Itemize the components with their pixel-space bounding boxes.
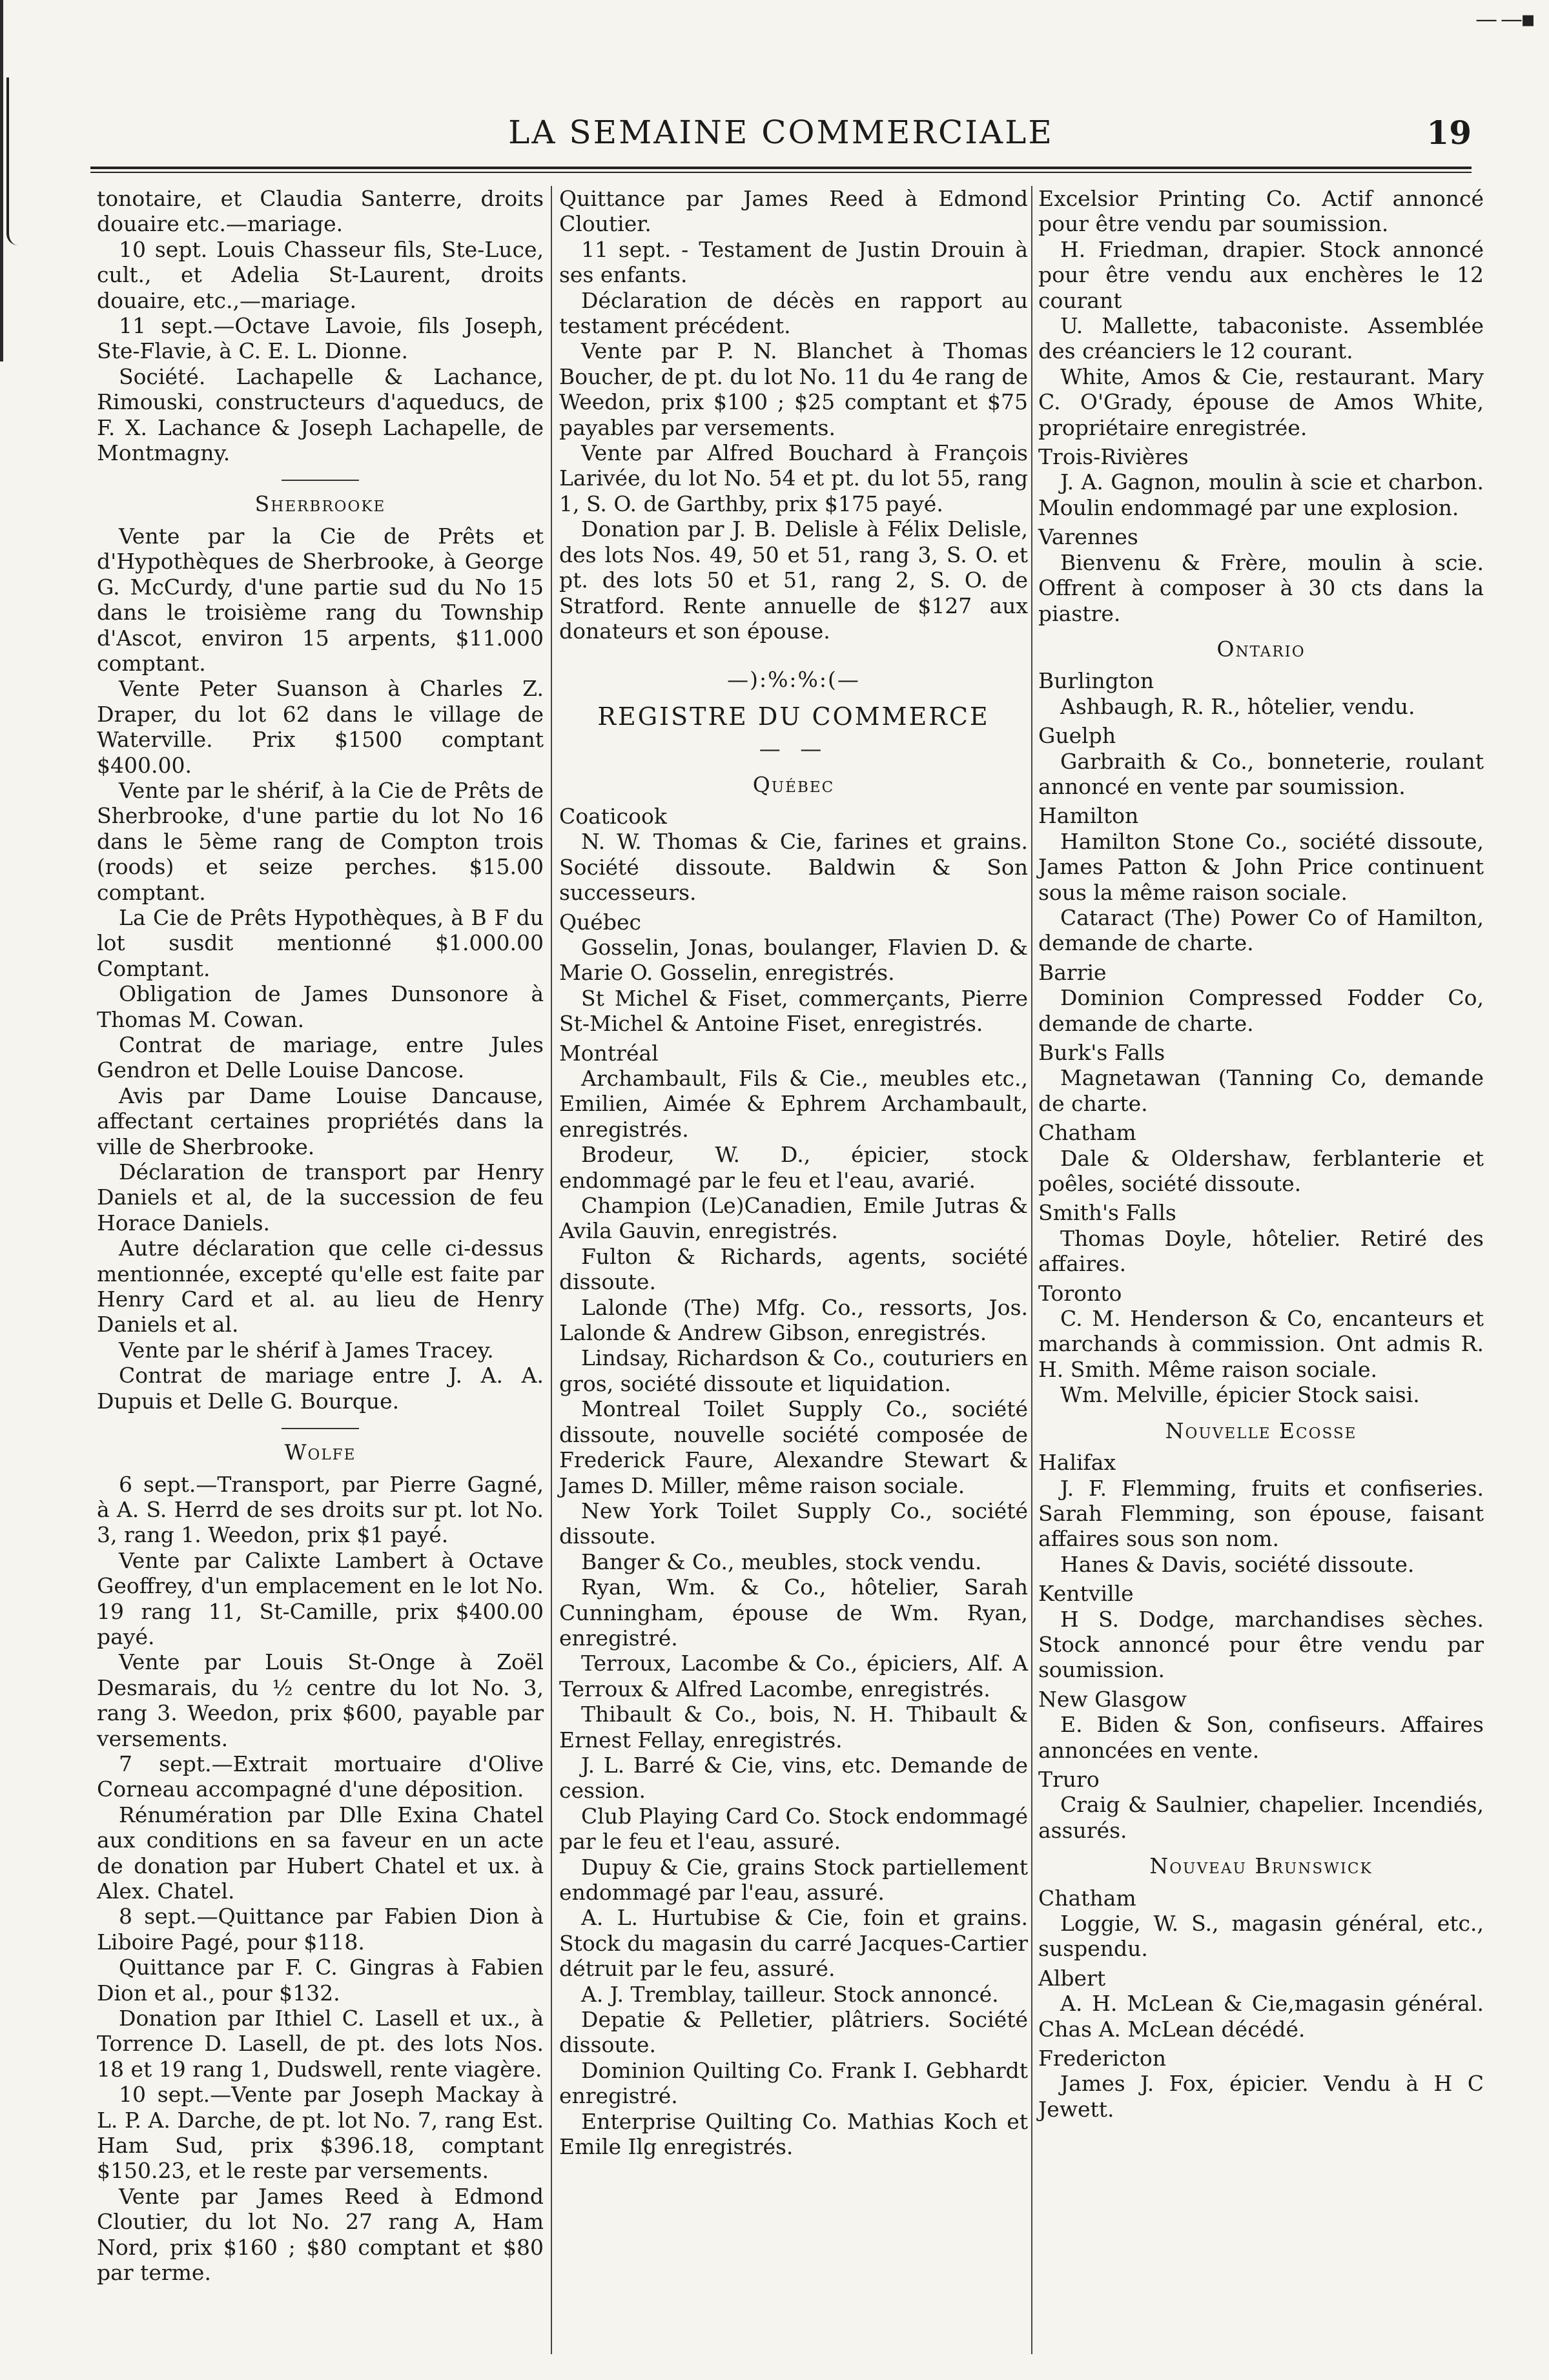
paragraph: Autre déclaration que celle ci-dessus mentionnée, excepté qu'elle est faite par Henry Card et al. au lieu de Henry Daniels et al. [97,1236,544,1337]
register-entry: C. M. Henderson & Co, encanteurs et marchands à commission. Ont admis R. H. Smith. Même raison sociale. [1038,1306,1484,1382]
section-heading: Nouveau Brunswick [1149,1853,1373,1879]
section-heading: Sherbrooke [254,491,386,517]
register-entry: Garbraith & Co., bonneterie, roulant annoncé en vente par soumission. [1038,748,1484,799]
register-entry: Archambault, Fils & Cie., meubles etc., Emilien, Aimée & Ephrem Archambault, enregistrés. [559,1066,1028,1142]
register-entries [1038,1450,1484,1843]
paragraph: Vente par Louis St-Onge à Zoël Desmarais, du ½ centre du lot No. 3, rang 3. Weedon, prix $600, payable par versements. [97,1649,544,1751]
paragraph: 7 sept.—Extrait mortuaire d'Olive Corneau accompagné d'une déposition. [97,1751,544,1802]
paragraph: Excelsior Printing Co. Actif annoncé pour être vendu par soumission. [1038,186,1484,237]
register-entry: Ryan, Wm. & Co., hôtelier, Sarah Cunningham, épouse de Wm. Ryan, enregistré. [559,1574,1028,1651]
register-entry: Gosselin, Jonas, boulanger, Flavien D. & Marie O. Gosselin, enregistrés. [559,934,1028,986]
paragraph: Vente Peter Suanson à Charles Z. Draper, du lot 62 dans le village de Waterville. Prix $1500 comptant $400.00. [97,676,544,778]
place-name: Québec [559,909,641,935]
register-entry: Club Playing Card Co. Stock endommagé par le feu et l'eau, assuré. [559,1803,1028,1855]
register-entry: Dominion Quilting Co. Frank I. Gebhardt enregistré. [559,2057,1028,2109]
register-entries [1038,1886,1484,2122]
register-entry: New York Toilet Supply Co., société dissoute. [559,1498,1028,1549]
paragraph: 6 sept.—Transport, par Pierre Gagné, à A. S. Herrd de ses droits sur pt. lot No. 3, rang 1. Weedon, prix $1 payé. [97,1471,544,1548]
register-entry: Enterprise Quilting Co. Mathias Koch et Emile Ilg enregistrés. [559,2108,1028,2160]
column-divider [551,186,552,2354]
register-entry: Ashbaugh, R. R., hôtelier, vendu. [1060,693,1415,719]
paragraph: White, Amos & Cie, restaurant. Mary C. O'Grady, épouse de Amos White, propriétaire enregistrée. [1038,363,1484,440]
place-name: Fredericton [1038,2046,1167,2071]
paragraph: H. Friedman, drapier. Stock annoncé pour être vendu aux enchères le 12 courant [1038,236,1484,313]
register-entry: Hanes & Davis, société dissoute. [1060,1551,1415,1577]
paragraph: Vente par Calixte Lambert à Octave Geoffrey, d'un emplacement en le lot No. 19 rang 11, St-Camille, prix $400.00 payé. [97,1547,544,1649]
paragraph: Vente par le shérif, à la Cie de Prêts de Sherbrooke, d'une partie du lot No 16 dans le 5ème rang de Compton trois (roods) et seize perches. $15.00 comptant. [97,777,544,905]
place-name: Chatham [1038,1120,1136,1146]
register-entry: H S. Dodge, marchandises sèches. Stock annoncé pour être vendu par soumission. [1038,1606,1484,1683]
section-heading: Wolfe [284,1439,356,1465]
register-entries [559,804,1028,2160]
register-entry: Brodeur, W. D., épicier, stock endommagé par le feu et l'eau, avarié. [559,1142,1028,1193]
section-rule [282,480,359,481]
place-name: Kentville [1038,1581,1134,1607]
paragraph: Obligation de James Dunsonore à Thomas M. Cowan. [97,981,544,1032]
paragraph: 8 sept.—Quittance par Fabien Dion à Liboire Pagé, pour $118. [97,1904,544,1955]
register-entry: Craig & Saulnier, chapelier. Incendiés, assurés. [1038,1792,1484,1843]
paragraph: Avis par Dame Louise Dancause, affectant certaines propriétés dans la ville de Sherbrooke. [97,1083,544,1159]
place-name: Barrie [1038,959,1107,985]
column-divider [1031,186,1032,2354]
place-name: Toronto [1038,1280,1122,1306]
register-entry: E. Biden & Son, confiseurs. Affaires annoncées en vente. [1038,1712,1484,1763]
paragraph: La Cie de Prêts Hypothèques, à B F du lot susdit mentionné $1.000.00 Comptant. [97,904,544,981]
register-entry: Lalonde (The) Mfg. Co., ressorts, Jos. Lalonde & Andrew Gibson, enregistrés. [559,1294,1028,1346]
place-name: Varennes [1038,524,1138,550]
place-name: Burlington [1038,668,1154,694]
register-entry: Loggie, W. S., magasin général, etc., suspendu. [1038,1911,1484,1962]
paragraph: Déclaration de décès en rapport au testament précédent. [559,287,1028,339]
register-entry: Fulton & Richards, agents, société dissoute. [559,1243,1028,1295]
register-entry: Cataract (The) Power Co of Hamilton, demande de charte. [1038,904,1484,956]
register-entry: A. J. Tremblay, tailleur. Stock annoncé. [581,1981,999,2007]
place-name: Truro [1038,1766,1100,1792]
section-heading: Québec [752,771,835,797]
column-left [97,186,544,2286]
corner-scan-mark: — —▪ [1475,6,1534,32]
register-heading: REGISTRE DU COMMERCE [597,702,990,731]
section-rule [282,1428,359,1429]
section-heading: Nouvelle Ecosse [1165,1418,1357,1443]
paragraph: Vente par James Reed à Edmond Cloutier, du lot No. 27 rang A, Ham Nord, prix $160 ; $80 comptant et $80 par terme. [97,2183,544,2286]
register-entry: J. A. Gagnon, moulin à scie et charbon. Moulin endommagé par une explosion. [1038,469,1484,520]
register-entry: Terroux, Lacombe & Co., épiciers, Alf. A Terroux & Alfred Lacombe, enregistrés. [559,1651,1028,1702]
place-name: New Glasgow [1038,1686,1187,1712]
place-name: Hamilton [1038,803,1139,829]
place-name: Smith's Falls [1038,1200,1176,1226]
place-name: Montréal [559,1040,659,1066]
paragraph: Quittance par F. C. Gingras à Fabien Dion et al., pour $132. [97,1955,544,2006]
paragraph: U. Mallette, tabaconiste. Assemblée des créanciers le 12 courant. [1038,313,1484,364]
column-middle [559,186,1028,2159]
paragraph: 11 sept.—Octave Lavoie, fils Joseph, Ste-Flavie, à C. E. L. Dionne. [97,313,544,364]
paragraph: Donation par Ithiel C. Lasell et ux., à Torrence D. Lasell, de pt. des lots Nos. 18 et 19 rang 1, Dudswell, rente viagère. [97,2006,544,2082]
header-rule [90,167,1472,169]
register-entry: Thibault & Co., bois, N. H. Thibault & Ernest Fellay, enregistrés. [559,1702,1028,1753]
register-entry: Wm. Melville, épicier Stock saisi. [1060,1382,1420,1408]
register-entries [1038,668,1484,1407]
paragraph: 11 sept. - Testament de Justin Drouin à ses enfants. [559,236,1028,288]
register-entry: Dominion Compressed Fodder Co, demande de charte. [1038,985,1484,1036]
paragraph: tonotaire, et Claudia Santerre, droits douaire etc.—mariage. [97,186,544,237]
register-entry: St Michel & Fiset, commerçants, Pierre St-Michel & Antoine Fiset, enregistrés. [559,985,1028,1037]
register-entry: Magnetawan (Tanning Co, demande de charte. [1038,1065,1484,1116]
place-name: Guelph [1038,723,1116,749]
paragraph: Vente par P. N. Blanchet à Thomas Boucher, de pt. du lot No. 11 du 4e rang de Weedon, prix $100 ; $25 comptant et $75 payables par versements. [559,338,1028,440]
place-name: Trois-Rivières [1038,444,1189,470]
register-entry: J. F. Flemming, fruits et confiseries. Sarah Flemming, son épouse, faisant affaires sous son nom. [1038,1475,1484,1552]
register-entry: Champion (Le)Canadien, Emile Jutras & Avila Gauvin, enregistrés. [559,1193,1028,1244]
paragraph: Contrat de mariage, entre Jules Gendron et Delle Louise Dancose. [97,1032,544,1083]
page-number: 19 [1426,114,1472,152]
place-name: Burk's Falls [1038,1040,1165,1065]
register-entry: Depatie & Pelletier, plâtriers. Société dissoute. [559,2007,1028,2058]
register-entry: Hamilton Stone Co., société dissoute, James Patton & John Price continuent sous la même raison sociale. [1038,828,1484,905]
place-name: Halifax [1038,1450,1116,1476]
section-heading: Ontario [1216,636,1306,662]
paragraph: Contrat de mariage entre J. A. A. Dupuis et Delle G. Bourque. [97,1363,544,1414]
ornament-divider: —):%:%:(— [727,667,860,693]
place-name: Coaticook [559,803,667,829]
paragraph: Donation par J. B. Delisle à Félix Delisle, des lots Nos. 49, 50 et 51, rang 3, S. O. et pt. des lots 50 et 51, rang 2, S. O. de Stratford. Rente annuelle de $127 aux donateurs et son épouse. [559,516,1028,644]
paragraph: 10 sept.—Vente par Joseph Mackay à L. P. A. Darche, de pt. lot No. 7, rang Est. Ham Sud, prix $396.18, comptant $150.23, et le reste par versements. [97,2082,544,2184]
place-name: Chatham [1038,1885,1136,1911]
register-entry: J. L. Barré & Cie, vins, etc. Demande de cession. [559,1752,1028,1804]
paragraph: Vente par le shérif à James Tracey. [119,1337,494,1363]
register-entry: A. H. McLean & Cie,magasin général. Chas A. McLean décédé. [1038,1991,1484,2042]
scan-bracket-mark [6,77,26,245]
paragraph: Vente par la Cie de Prêts et d'Hypothèques de Sherbrooke, à George G. McCurdy, d'une partie sud du No 15 dans le troisième rang du Township d'Ascot, environ 15 arpents, $11.000 comptant. [97,523,544,676]
paragraph: Déclaration de transport par Henry Daniels et al, de la succession de feu Horace Daniels. [97,1159,544,1236]
paragraph: Vente par Alfred Bouchard à François Larivée, du lot No. 54 et pt. du lot 55, rang 1, S. O. de Garthby, prix $175 payé. [559,440,1028,516]
paragraph: 10 sept. Louis Chasseur fils, Ste-Luce, cult., et Adelia St-Laurent, droits douaire, etc.,—mariage. [97,236,544,313]
register-entry: James J. Fox, épicier. Vendu à H C Jewett. [1038,2071,1484,2122]
column-right [1038,186,1484,2122]
page-title: LA SEMAINE COMMERCIALE [508,114,1054,151]
register-entry: Dale & Oldershaw, ferblanterie et poêles, société dissoute. [1038,1145,1484,1197]
register-entry: Banger & Co., meubles, stock vendu. [581,1549,982,1574]
register-entry: Thomas Doyle, hôtelier. Retiré des affaires. [1038,1225,1484,1277]
register-entry: Dupuy & Cie, grains Stock partiellement endommagé par l'eau, assuré. [559,1854,1028,1905]
register-entries [1038,444,1484,626]
register-entry: Bienvenu & Frère, moulin à scie. Offrent à composer à 30 cts dans la piastre. [1038,549,1484,626]
place-name: Albert [1038,1965,1106,1991]
register-entry: Lindsay, Richardson & Co., couturiers en gros, société dissoute et liquidation. [559,1345,1028,1396]
dash-divider: — — [759,736,828,762]
paragraph: Société. Lachapelle & Lachance, Rimouski, constructeurs d'aqueducs, de F. X. Lachance & Joseph Lachapelle, de Montmagny. [97,363,544,466]
register-entry: Montreal Toilet Supply Co., société dissoute, nouvelle société composée de Frederick Faure, Alexandre Stewart & James D. Miller, même raison sociale. [559,1396,1028,1498]
page-header [90,114,1472,165]
header-rule-thin [90,172,1472,173]
register-entry: N. W. Thomas & Cie, farines et grains. Société dissoute. Baldwin & Son successeurs. [559,829,1028,906]
paragraph: Rénumération par Dlle Exina Chatel aux conditions en sa faveur en un acte de donation par Hubert Chatel et ux. à Alex. Chatel. [97,1802,544,1904]
paragraph: Quittance par James Reed à Edmond Cloutier. [559,186,1028,237]
register-entry: A. L. Hurtubise & Cie, foin et grains. Stock du magasin du carré Jacques-Cartier détruit par le feu, assuré. [559,1905,1028,1982]
